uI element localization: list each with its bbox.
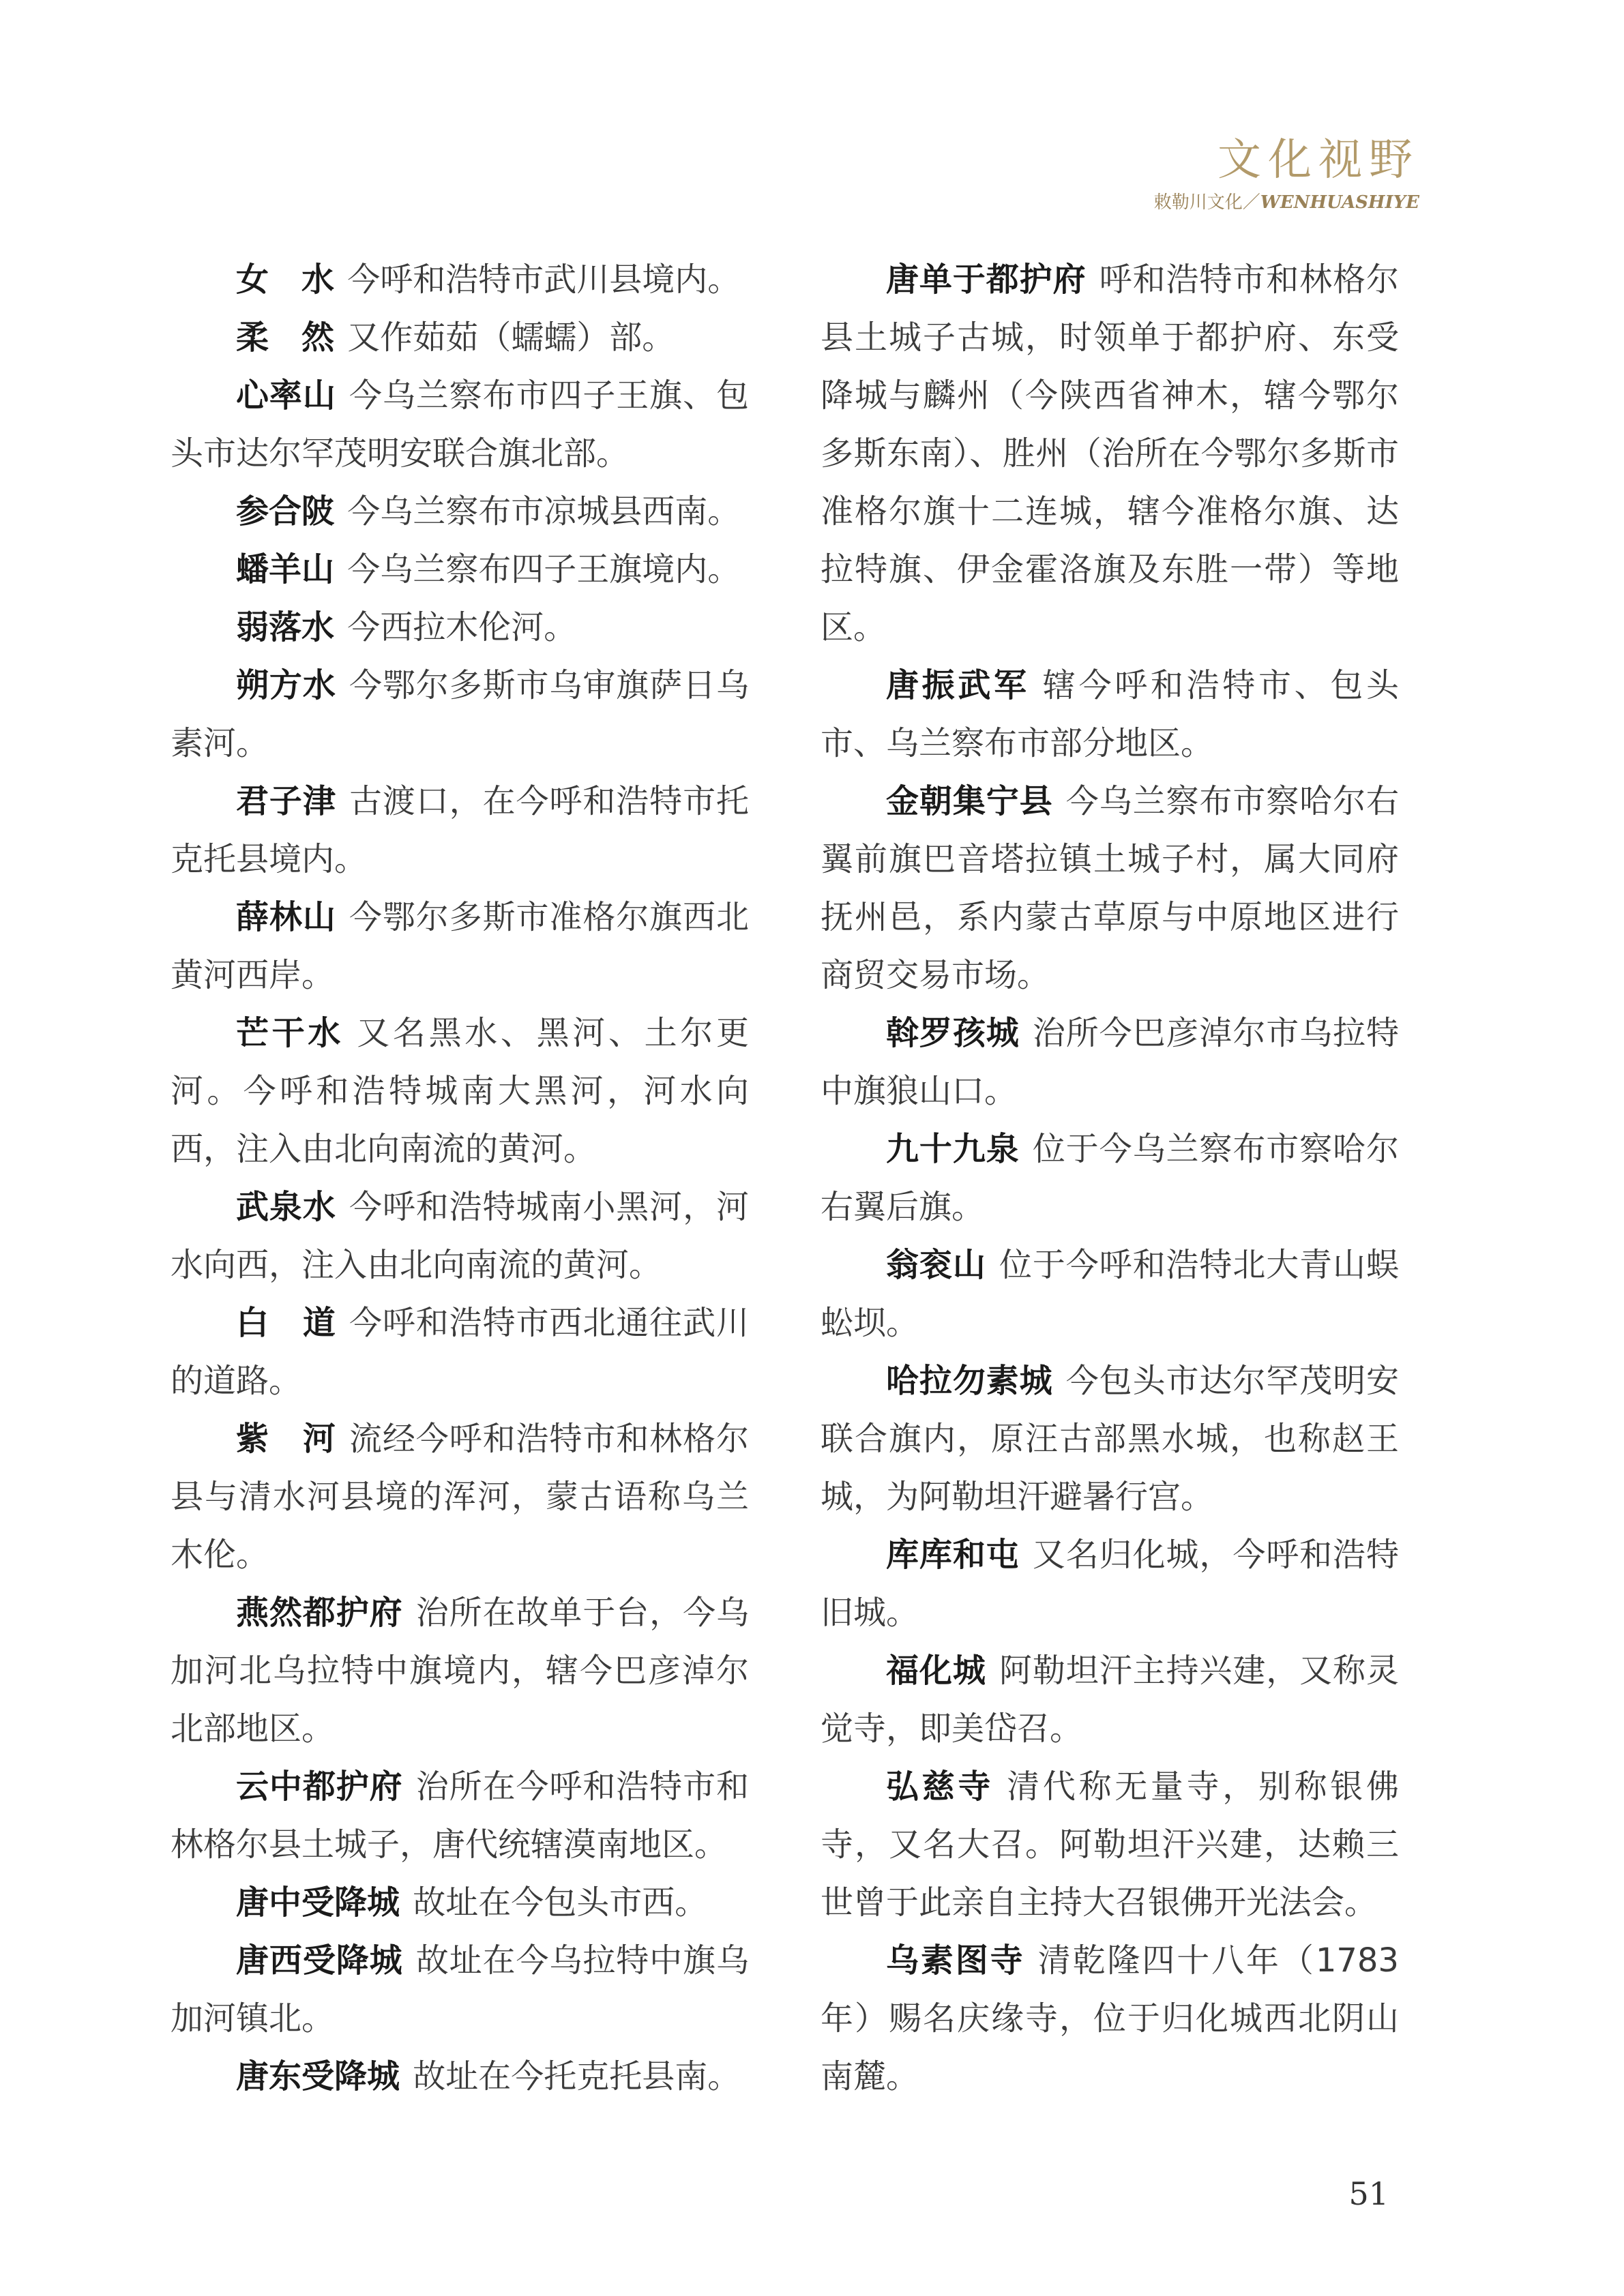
entry-description: 今呼和浩特市西北通往武川的道路。 bbox=[171, 1304, 749, 1400]
entry-description: 清乾隆四十八年（1783年）赐名庆缘寺，位于归化城西北阴山南麓。 bbox=[821, 1941, 1399, 2096]
entry-description: 故址在今托克托县南。 bbox=[413, 2057, 741, 2096]
entry-description: 呼和浩特市和林格尔县土城子古城，时领单于都护府、东受降城与麟州（今陕西省神木，辖今鄂尔多斯东南）、胜州（治所在今鄂尔多斯市准格尔旗十二连城，辖今准格尔旗、达拉特旗、伊金霍洛旗及东胜一带）等地区。 bbox=[821, 260, 1399, 646]
entry-term: 薛林山 bbox=[236, 898, 336, 936]
glossary-entry bbox=[171, 1758, 749, 1874]
glossary-entry bbox=[171, 599, 749, 657]
glossary-entry bbox=[821, 657, 1399, 773]
entry-description: 今鄂尔多斯市乌审旗萨日乌素河。 bbox=[171, 666, 749, 762]
glossary-entry bbox=[171, 1294, 749, 1410]
entry-description: 阿勒坦汗主持兴建，又称灵觉寺，即美岱召。 bbox=[821, 1652, 1399, 1748]
entry-description: 故址在今乌拉特中旗乌加河镇北。 bbox=[171, 1941, 749, 2038]
entry-term: 唐东受降城 bbox=[236, 2057, 400, 2096]
entry-description: 治所在故单于台，今乌加河北乌拉特中旗境内，辖今巴彦淖尔北部地区。 bbox=[171, 1594, 749, 1748]
entry-term: 唐中受降城 bbox=[236, 1883, 400, 1922]
entry-description: 今乌兰察布市察哈尔右翼前旗巴音塔拉镇土城子村，属大同府抚州邑，系内蒙古草原与中原地区进行商贸交易市场。 bbox=[821, 782, 1399, 994]
entry-term: 芒干水 bbox=[236, 1014, 344, 1052]
right-column bbox=[821, 251, 1399, 2106]
glossary-entry bbox=[821, 1932, 1399, 2106]
entry-term: 弘慈寺 bbox=[886, 1768, 994, 1806]
entry-term: 参合陂 bbox=[236, 492, 335, 531]
glossary-entry bbox=[171, 1584, 749, 1758]
entry-description: 今呼和浩特城南小黑河，河水向西，注入由北向南流的黄河。 bbox=[171, 1188, 749, 1284]
glossary-entry bbox=[171, 1004, 749, 1178]
glossary-entry bbox=[171, 773, 749, 889]
entry-term: 朔方水 bbox=[236, 666, 336, 704]
entry-description: 又名黑水、黑河、土尔更河。今呼和浩特城南大黑河，河水向西，注入由北向南流的黄河。 bbox=[171, 1014, 749, 1168]
entry-term: 云中都护府 bbox=[236, 1768, 403, 1806]
glossary-entry bbox=[171, 889, 749, 1004]
entry-description: 治所在今呼和浩特市和林格尔县土城子，唐代统辖漠南地区。 bbox=[171, 1768, 749, 1864]
glossary-entry bbox=[821, 773, 1399, 1004]
entry-term: 女 水 bbox=[236, 260, 335, 299]
subtitle-separator: ／ bbox=[1242, 192, 1260, 213]
entry-term: 翁衮山 bbox=[886, 1246, 986, 1284]
entry-description: 古渡口，在今呼和浩特市托克托县境内。 bbox=[171, 782, 749, 878]
glossary-entry bbox=[171, 1932, 749, 2048]
entry-description: 今乌兰察布市凉城县西南。 bbox=[347, 492, 741, 531]
section-title: 文化视野 bbox=[1217, 135, 1419, 185]
entry-description: 流经今呼和浩特市和林格尔县与清水河县境的浑河，蒙古语称乌兰木伦。 bbox=[171, 1420, 749, 1574]
entry-term: 白 道 bbox=[236, 1304, 336, 1342]
entry-term: 武泉水 bbox=[236, 1188, 336, 1226]
entry-description: 又名归化城，今呼和浩特旧城。 bbox=[821, 1536, 1399, 1632]
glossary-entry bbox=[171, 657, 749, 773]
page-header bbox=[1154, 136, 1419, 214]
glossary-entry bbox=[821, 1120, 1399, 1236]
entry-description: 辖今呼和浩特市、包头市、乌兰察布市部分地区。 bbox=[821, 666, 1399, 762]
entry-description: 今乌兰察布市四子王旗、包头市达尔罕茂明安联合旗北部。 bbox=[171, 376, 749, 473]
subtitle-en: WENHUASHIYE bbox=[1260, 192, 1419, 213]
glossary-entry bbox=[171, 1874, 749, 1932]
entry-term: 唐振武军 bbox=[886, 666, 1030, 704]
left-column bbox=[171, 251, 749, 2106]
entry-term: 心率山 bbox=[236, 376, 336, 415]
glossary-entry bbox=[171, 367, 749, 483]
entry-description: 清代称无量寺，别称银佛寺，又名大召。阿勒坦汗兴建，达赖三世曾于此亲自主持大召银佛开光法会。 bbox=[821, 1768, 1399, 1922]
entry-description: 故址在今包头市西。 bbox=[413, 1883, 708, 1922]
entry-term: 紫 河 bbox=[236, 1420, 336, 1458]
entry-term: 弱落水 bbox=[236, 608, 335, 646]
glossary-entry bbox=[821, 1758, 1399, 1932]
entry-term: 库库和屯 bbox=[886, 1536, 1020, 1574]
glossary-entry bbox=[171, 483, 749, 541]
glossary-entry bbox=[821, 1004, 1399, 1120]
entry-term: 唐西受降城 bbox=[236, 1941, 403, 1980]
glossary-entry bbox=[171, 1178, 749, 1294]
entry-term: 唐单于都护府 bbox=[886, 260, 1087, 299]
glossary-entry bbox=[171, 2048, 749, 2106]
glossary-entry bbox=[171, 1410, 749, 1584]
entry-term: 燕然都护府 bbox=[236, 1594, 403, 1632]
entry-term: 哈拉勿素城 bbox=[886, 1362, 1053, 1400]
glossary-entry bbox=[821, 251, 1399, 657]
entry-description: 今呼和浩特市武川县境内。 bbox=[347, 260, 741, 299]
section-subtitle bbox=[1154, 192, 1419, 213]
entry-term: 乌素图寺 bbox=[886, 1941, 1025, 1980]
entry-description: 今包头市达尔罕茂明安联合旗内，原汪古部黑水城，也称赵王城，为阿勒坦汗避暑行宫。 bbox=[821, 1362, 1399, 1516]
subtitle-cn: 敕勒川文化 bbox=[1153, 192, 1243, 213]
glossary-entry bbox=[821, 1236, 1399, 1352]
glossary-entry bbox=[171, 541, 749, 599]
entry-term: 金朝集宁县 bbox=[886, 782, 1053, 820]
entry-description: 今鄂尔多斯市准格尔旗西北黄河西岸。 bbox=[171, 898, 749, 994]
entry-description: 位于今呼和浩特北大青山蜈蚣坝。 bbox=[821, 1246, 1399, 1342]
entry-term: 斡罗孩城 bbox=[886, 1014, 1020, 1052]
entry-term: 九十九泉 bbox=[886, 1130, 1020, 1168]
entry-description: 又作茹茹（蠕蠕）部。 bbox=[347, 318, 675, 357]
page-number: 51 bbox=[1348, 2175, 1389, 2212]
entry-term: 柔 然 bbox=[236, 318, 335, 357]
glossary-entry bbox=[821, 1352, 1399, 1526]
entry-description: 今乌兰察布四子王旗境内。 bbox=[347, 550, 741, 588]
glossary-entry bbox=[171, 309, 749, 367]
entry-description: 今西拉木伦河。 bbox=[347, 608, 577, 646]
entry-description: 位于今乌兰察布市察哈尔右翼后旗。 bbox=[821, 1130, 1399, 1226]
entry-term: 福化城 bbox=[886, 1652, 986, 1690]
entry-description: 治所今巴彦淖尔市乌拉特中旗狼山口。 bbox=[821, 1014, 1399, 1110]
glossary-entry bbox=[171, 251, 749, 309]
glossary-entry bbox=[821, 1526, 1399, 1642]
entry-term: 蟠羊山 bbox=[236, 550, 335, 588]
entry-term: 君子津 bbox=[236, 782, 336, 820]
glossary-entry bbox=[821, 1642, 1399, 1758]
